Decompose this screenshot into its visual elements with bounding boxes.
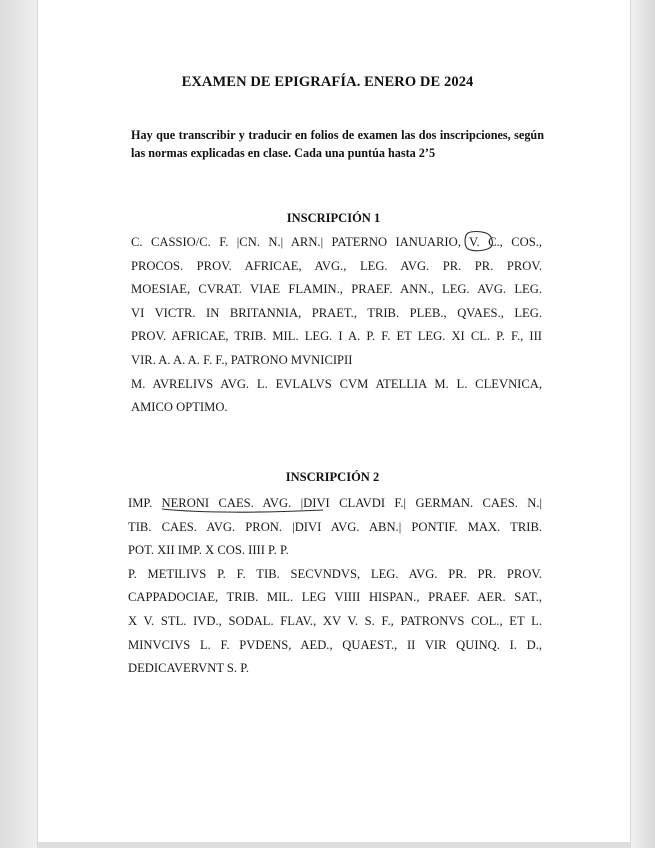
- inscription-2-heading: INSCRIPCIÓN 2: [285, 470, 380, 484]
- inscription-2-line: MINVCIVS L. F. PVDENS, AED., QUAEST., II VIR QUINQ. I. D.,: [128, 637, 542, 652]
- scan-edge-right: [630, 0, 655, 848]
- exam-title: EXAMEN DE EPIGRAFÍA. ENERO DE 2024: [181, 74, 474, 90]
- inscription-2-text: [128, 492, 542, 681]
- inscription-1-line: M. AVRELIVS AVG. L. EVLALVS CVM ATELLIA M. L. CLEVNICA,: [131, 376, 542, 391]
- inscription-2-line: X V. STL. IVD., SODAL. FLAV., XV V. S. F., PATRONVS COL., ET L.: [128, 613, 542, 628]
- inscription-2-line: DEDICAVERVNT S. P.: [128, 661, 249, 676]
- inscription-2-line: CAPPADOCIAE, TRIB. MIL. LEG VIIII HISPAN., PRAEF. AER. SAT.,: [128, 590, 542, 605]
- inscription-1-line: VIR. A. A. A. F. F., PATRONO MVNICIPII: [131, 352, 353, 367]
- inscription-2-line: IMP. NERONI CAES. AVG. |DIVI CLAVDI F.| GERMAN. CAES. N.|: [128, 496, 542, 510]
- inscription-2-line: P. METILIVS P. F. TIB. SECVNDVS, LEG. AVG. PR. PR. PROV.: [128, 566, 542, 581]
- scan-edge-bottom: [38, 842, 630, 848]
- inscription-1-heading: INSCRIPCIÓN 1: [286, 211, 381, 225]
- inscription-1-line: MOESIAE, CVRAT. VIAE FLAMIN., PRAEF. ANN., LEG. AVG. LEG.: [131, 282, 542, 297]
- inscription-1-line: AMICO OPTIMO.: [131, 400, 228, 415]
- inscription-1-line: PROV. AFRICAE, TRIB. MIL. LEG. I A. P. F. ET LEG. XI CL. P. F., III: [131, 329, 542, 344]
- exam-instructions: Hay que transcribir y traducir en folios de examen las dos inscripciones, según las normas explicadas en clase. Cada una puntúa hasta 2’5: [131, 128, 544, 160]
- inscription-1-line: C. CASSIO/C. F. |CN. N.| ARN.| PATERNO IANUARIO, V. C., COS.,: [131, 235, 542, 249]
- scan-edge-left: [0, 0, 40, 848]
- inscription-2-line: POT. XII IMP. X COS. IIII P. P.: [128, 543, 289, 558]
- inscription-1-line: VI VICTR. IN BRITANNIA, PRAET., TRIB. PLEB., QVAES., LEG.: [131, 305, 542, 320]
- inscription-1-line: PROCOS. PROV. AFRICAE, AVG., LEG. AVG. PR. PR. PROV.: [131, 258, 542, 273]
- inscription-2-line: TIB. CAES. AVG. PRON. |DIVI AVG. ABN.| PONTIF. MAX. TRIB.: [128, 519, 542, 534]
- inscription-1-text: [131, 231, 542, 420]
